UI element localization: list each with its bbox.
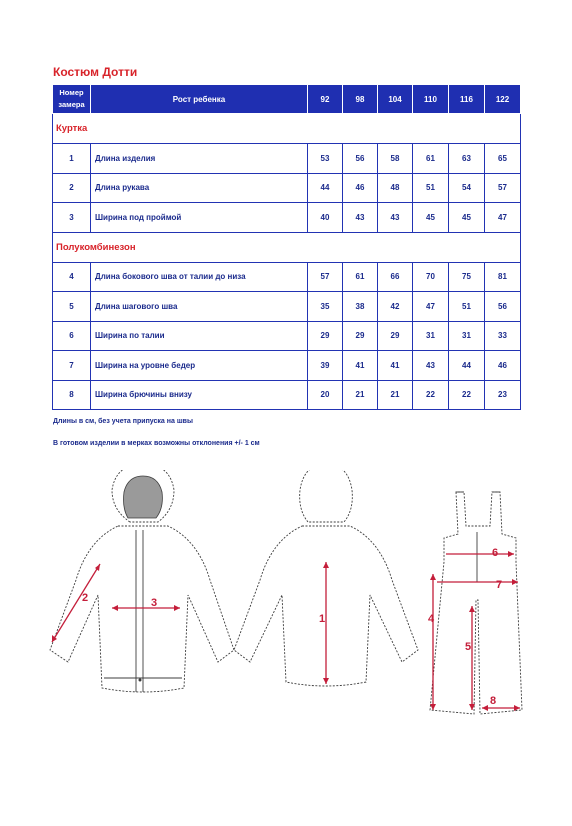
measure-value: 65 <box>485 144 521 174</box>
measure-value: 42 <box>378 292 413 322</box>
section-row <box>53 114 521 144</box>
measure-value: 22 <box>413 380 449 410</box>
measure-value: 43 <box>343 203 378 233</box>
measure-value: 45 <box>413 203 449 233</box>
table-row <box>53 321 521 351</box>
measure-name: Ширина по талии <box>91 321 308 351</box>
measure-label-7: 7 <box>496 579 503 591</box>
measure-value: 54 <box>449 173 485 203</box>
measure-number: 4 <box>53 262 91 292</box>
measure-value: 41 <box>378 351 413 381</box>
jacket-back-drawing <box>234 470 418 686</box>
measure-number: 1 <box>53 144 91 174</box>
table-row <box>53 173 521 203</box>
measure-value: 40 <box>308 203 343 233</box>
measure-value: 53 <box>308 144 343 174</box>
overalls-drawing <box>428 492 522 714</box>
measure-value: 47 <box>485 203 521 233</box>
measure-value: 29 <box>378 321 413 351</box>
measure-value: 31 <box>413 321 449 351</box>
measure-value: 33 <box>485 321 521 351</box>
table-header-row <box>53 85 521 114</box>
measure-value: 56 <box>485 292 521 322</box>
section-title: Полукомбинезон <box>53 232 521 262</box>
table-row <box>53 351 521 381</box>
measure-name: Ширина на уровне бедер <box>91 351 308 381</box>
measure-value: 29 <box>343 321 378 351</box>
jacket-front-drawing <box>50 470 234 692</box>
measure-value: 57 <box>308 262 343 292</box>
measure-label-4: 4 <box>428 613 435 625</box>
measure-value: 21 <box>343 380 378 410</box>
measure-value: 41 <box>343 351 378 381</box>
measure-value: 21 <box>378 380 413 410</box>
measure-value: 38 <box>343 292 378 322</box>
measure-value: 43 <box>413 351 449 381</box>
measure-value: 61 <box>343 262 378 292</box>
measure-value: 46 <box>485 351 521 381</box>
measure-number: 6 <box>53 321 91 351</box>
measure-value: 31 <box>449 321 485 351</box>
measure-value: 61 <box>413 144 449 174</box>
measure-value: 20 <box>308 380 343 410</box>
measure-value: 44 <box>308 173 343 203</box>
measure-value: 58 <box>378 144 413 174</box>
measure-value: 70 <box>413 262 449 292</box>
measure-value: 46 <box>343 173 378 203</box>
measure-value: 81 <box>485 262 521 292</box>
table-row <box>53 380 521 410</box>
table-row <box>53 262 521 292</box>
garment-diagram <box>0 470 572 730</box>
header-size: 122 <box>485 85 521 114</box>
measure-name: Ширина под проймой <box>91 203 308 233</box>
header-size: 116 <box>449 85 485 114</box>
measure-number: 8 <box>53 380 91 410</box>
measure-value: 45 <box>449 203 485 233</box>
measure-label-8: 8 <box>490 695 497 707</box>
measure-value: 75 <box>449 262 485 292</box>
table-row <box>53 292 521 322</box>
header-size: 98 <box>343 85 378 114</box>
measure-value: 35 <box>308 292 343 322</box>
measure-number: 7 <box>53 351 91 381</box>
measure-label-5: 5 <box>465 641 472 653</box>
table-row <box>53 203 521 233</box>
measure-number: 3 <box>53 203 91 233</box>
page-title: Костюм Дотти <box>53 65 138 79</box>
measure-value: 39 <box>308 351 343 381</box>
table-row <box>53 144 521 174</box>
measure-value: 47 <box>413 292 449 322</box>
measure-name: Ширина брючины внизу <box>91 380 308 410</box>
measure-value: 48 <box>378 173 413 203</box>
measure-number: 2 <box>53 173 91 203</box>
measure-name: Длина рукава <box>91 173 308 203</box>
header-measure-number: Номер замера <box>53 85 91 114</box>
note-tolerance: В готовом изделии в мерках возможны отклонения +/- 1 см <box>53 440 260 447</box>
header-size: 104 <box>378 85 413 114</box>
measure-name: Длина бокового шва от талии до низа <box>91 262 308 292</box>
measure-value: 29 <box>308 321 343 351</box>
measure-value: 63 <box>449 144 485 174</box>
header-size: 92 <box>308 85 343 114</box>
size-table <box>52 84 521 410</box>
measure-name: Длина шагового шва <box>91 292 308 322</box>
measure-value: 22 <box>449 380 485 410</box>
measure-number: 5 <box>53 292 91 322</box>
measure-value: 51 <box>449 292 485 322</box>
measure-value: 23 <box>485 380 521 410</box>
header-size: 110 <box>413 85 449 114</box>
measure-value: 51 <box>413 173 449 203</box>
measure-value: 44 <box>449 351 485 381</box>
measure-value: 66 <box>378 262 413 292</box>
section-row <box>53 232 521 262</box>
measure-label-2: 2 <box>82 592 89 604</box>
section-title: Куртка <box>53 114 521 144</box>
header-child-height: Рост ребенка <box>91 85 308 114</box>
measure-label-6: 6 <box>492 547 499 559</box>
measure-label-1: 1 <box>319 613 326 625</box>
measure-value: 56 <box>343 144 378 174</box>
measure-value: 57 <box>485 173 521 203</box>
note-units: Длины в см, без учета припуска на швы <box>53 418 193 425</box>
measure-name: Длина изделия <box>91 144 308 174</box>
measure-value: 43 <box>378 203 413 233</box>
measure-label-3: 3 <box>151 597 158 609</box>
